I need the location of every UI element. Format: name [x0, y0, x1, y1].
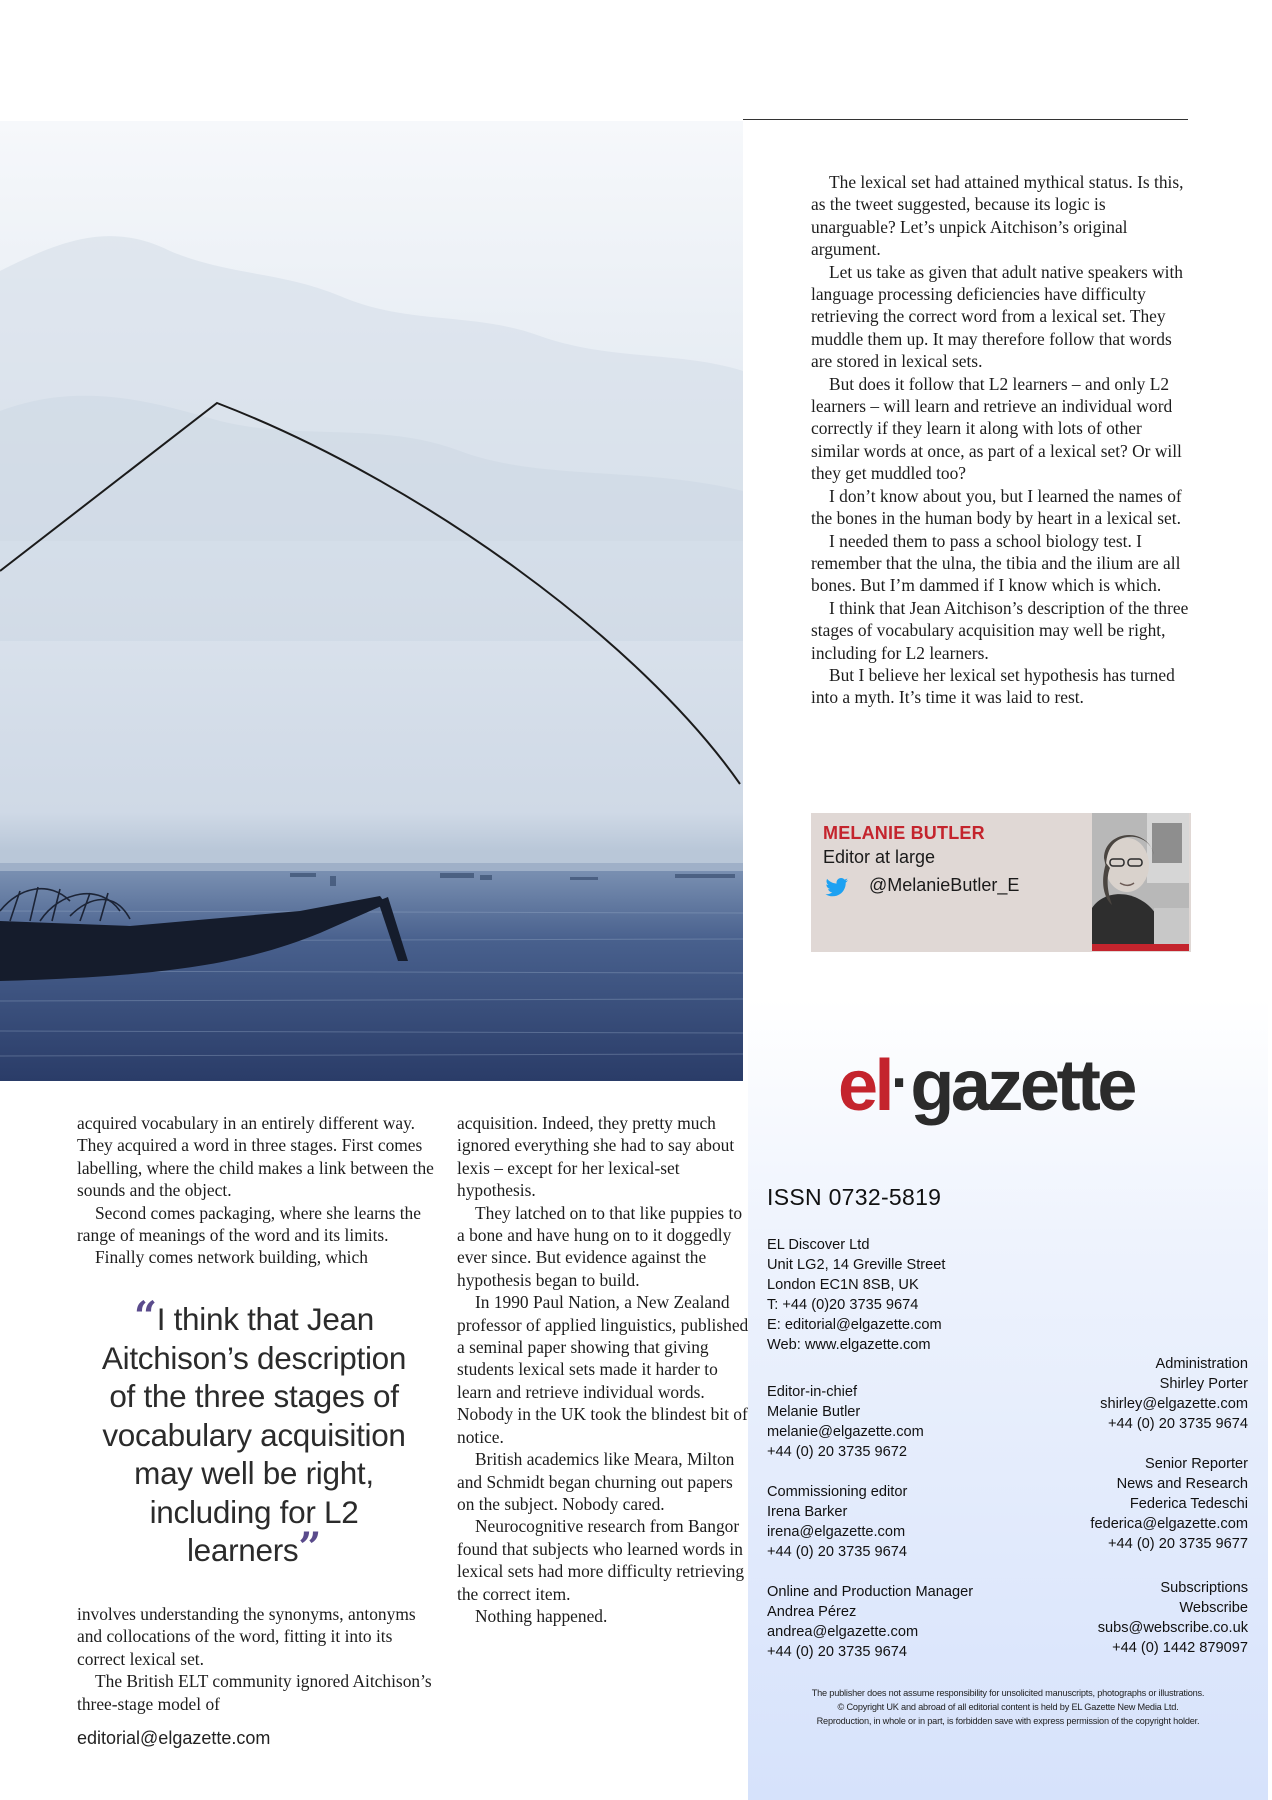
paragraph: I don’t know about you, but I learned the names of the bones in the human body by heart in a lexical set. [811, 485, 1182, 529]
paragraph: But does it follow that L2 learners – and only L2 learners – will learn and retrieve an individual word correctly if they learn it along with lots of other similar words at once, as part of a lexical set? Or will they get muddled too? [811, 373, 1182, 484]
twitter-icon[interactable] [825, 877, 849, 899]
fisherman-photo [0, 121, 743, 1081]
contact-name: Federica Tedeschi [1129, 1496, 1248, 1512]
article-left-column-top [77, 1112, 434, 1269]
article-left-column-bottom [77, 1603, 434, 1715]
publisher-address-line: London EC1N 8SB, UK [767, 1277, 919, 1293]
contact-name: Webscribe [1179, 1600, 1248, 1616]
contact-name: Melanie Butler [767, 1404, 861, 1420]
contact-name: Andrea Pérez [767, 1604, 857, 1620]
close-quote-mark: ” [298, 1524, 322, 1571]
paragraph: They latched on to that like puppies to a bone and have hung on to it doggedly ever since. But evidence against the hypothesis began to build. [457, 1202, 743, 1290]
paragraph: The lexical set had attained mythical status. Is this, as the tweet suggested, because its logic is unarguable? Let’s unpick Aitchison’s original argument. [811, 172, 1184, 260]
publisher-block [767, 1235, 945, 1355]
publisher-name: EL Discover Ltd [767, 1237, 870, 1253]
disclaimer-line: The publisher does not assume responsibility for unsolicited manuscripts, photographs or illustrations. [811, 1688, 1205, 1698]
contact-email[interactable]: melanie@elgazette.com [767, 1424, 924, 1440]
paragraph: But I believe her lexical set hypothesis has turned into a myth. It’s time it was laid to rest. [811, 664, 1175, 708]
contact-phone: +44 (0) 20 3735 9674 [767, 1544, 907, 1560]
paragraph: British academics like Meara, Milton and Schmidt began churning out papers on the subject. Nobody cared. [457, 1449, 735, 1514]
top-rule [743, 119, 1188, 120]
contact-title: Editor-in-chief [767, 1384, 858, 1400]
pull-quote [86, 1293, 422, 1571]
commissioning-editor-block [767, 1482, 907, 1562]
publisher-address-line: Unit LG2, 14 Greville Street [767, 1257, 946, 1273]
contact-email[interactable]: federica@elgazette.com [1090, 1516, 1248, 1532]
online-manager-block [767, 1582, 973, 1662]
paragraph: Neurocognitive research from Bangor found that subjects who learned words in lexical sets had more difficulty retrieving the correct item. [457, 1516, 745, 1604]
contact-email[interactable]: shirley@elgazette.com [1100, 1396, 1248, 1412]
administration-block [1100, 1354, 1248, 1434]
publisher-email[interactable]: E: editorial@elgazette.com [767, 1317, 942, 1333]
author-role: Editor at large [823, 847, 936, 867]
paragraph: acquisition. Indeed, they pretty much ignored everything she had to say about lexis – except for her lexical-set hypothesis. [457, 1113, 735, 1201]
editor-in-chief-block [767, 1382, 924, 1462]
paragraph: Let us take as given that adult native speakers with language processing deficiencies have difficulty retrieving the correct word from a lexical set. They muddle them up. It may therefore follow that words are stored in lexical sets. [811, 261, 1183, 372]
contact-title: Senior Reporter [1144, 1456, 1248, 1472]
contact-title: Online and Production Manager [767, 1584, 974, 1600]
contact-title: Subscriptions [1160, 1580, 1248, 1596]
author-portrait [1092, 813, 1189, 944]
disclaimer [748, 1686, 1268, 1728]
author-box [811, 813, 1191, 952]
contact-phone: +44 (0) 20 3735 9674 [1108, 1416, 1248, 1432]
author-name: MELANIE BUTLER [823, 823, 985, 843]
el-gazette-logo [838, 1046, 1134, 1131]
contact-phone: +44 (0) 20 3735 9674 [767, 1644, 907, 1660]
paragraph: Finally comes network building, which [95, 1247, 368, 1268]
contact-email[interactable]: irena@elgazette.com [767, 1524, 906, 1540]
author-accent-bar [1092, 944, 1189, 951]
publisher-phone: T: +44 (0)20 3735 9674 [767, 1297, 919, 1313]
footer-email[interactable]: editorial@elgazette.com [77, 1728, 271, 1748]
paragraph: The British ELT community ignored Aitchison’s three-stage model of [77, 1671, 432, 1714]
issn: ISSN 0732-5819 [767, 1184, 942, 1210]
pull-quote-text: I think that Jean Aitchison’s description of the three stages of vocabulary acquisition may well be right, including for L2 learners [101, 1301, 407, 1568]
contact-name: Irena Barker [767, 1504, 848, 1520]
disclaimer-line: Reproduction, in whole or in part, is forbidden save with express permission of the copyright holder. [816, 1716, 1200, 1726]
article-middle-column [457, 1112, 751, 1627]
senior-reporter-block [1090, 1454, 1248, 1554]
contact-email[interactable]: andrea@elgazette.com [767, 1624, 919, 1640]
paragraph: involves understanding the synonyms, antonyms and collocations of the word, fitting it into its correct lexical set. [77, 1604, 416, 1669]
contact-phone: +44 (0) 1442 879097 [1112, 1640, 1248, 1656]
disclaimer-line: © Copyright UK and abroad of all editorial content is held by EL Gazette New Media Ltd. [837, 1702, 1179, 1712]
contact-email[interactable]: subs@webscribe.co.uk [1097, 1620, 1248, 1636]
contact-title: Commissioning editor [767, 1484, 908, 1500]
paragraph: I needed them to pass a school biology test. I remember that the ulna, the tibia and the ilium are all bones. But I’m dammed if I know which is which. [811, 530, 1181, 596]
logo-dot: · [891, 1050, 911, 1115]
author-handle[interactable]: @MelanieButler_E [869, 875, 1020, 895]
paragraph: Nothing happened. [475, 1605, 608, 1626]
paragraph: acquired vocabulary in an entirely different way. They acquired a word in three stages. First comes labelling, where the child makes a link between the sounds and the object. [77, 1113, 434, 1201]
paragraph: I think that Jean Aitchison’s description of the three stages of vocabulary acquisition may well be right, including for L2 learners. [811, 597, 1189, 663]
contact-phone: +44 (0) 20 3735 9677 [1108, 1536, 1248, 1552]
open-quote-mark: “ [133, 1293, 157, 1340]
contact-subtitle: News and Research [1116, 1476, 1248, 1492]
logo-el: el [838, 1046, 892, 1126]
masthead-panel [748, 998, 1268, 1800]
logo-gazette: gazette [910, 1046, 1134, 1126]
article-right-column [811, 171, 1193, 709]
publisher-web[interactable]: Web: www.elgazette.com [767, 1337, 931, 1353]
subscriptions-block [1098, 1578, 1248, 1658]
contact-phone: +44 (0) 20 3735 9672 [767, 1444, 907, 1460]
contact-title: Administration [1155, 1356, 1248, 1372]
paragraph: In 1990 Paul Nation, a New Zealand professor of applied linguistics, published a seminal paper showing that giving students lexical sets made it harder to learn and retrieve individual words. Nobody in the UK took the blindest bit of notice. [457, 1292, 749, 1447]
contact-name: Shirley Porter [1159, 1376, 1248, 1392]
paragraph: Second comes packaging, where she learns the range of meanings of the word and its limits. [77, 1202, 421, 1246]
